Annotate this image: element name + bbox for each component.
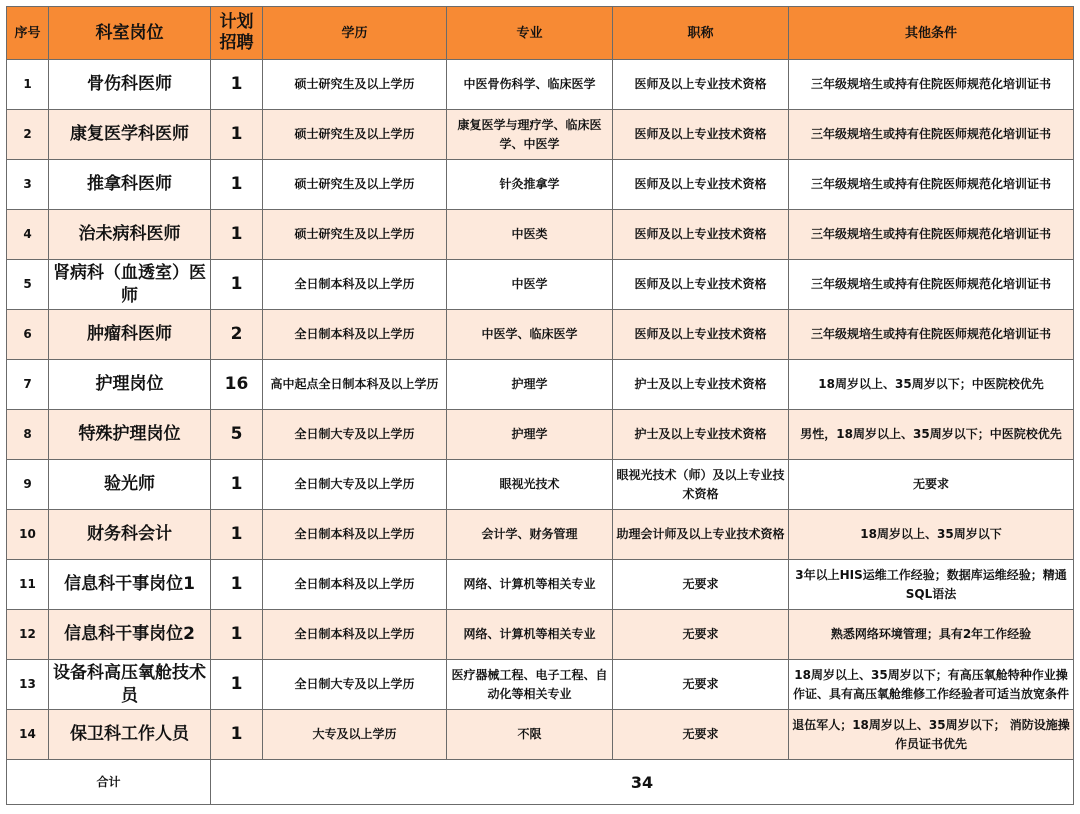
header-count: 计划招聘	[211, 7, 263, 60]
cell-post: 护理岗位	[49, 360, 211, 410]
table-row	[7, 210, 1074, 260]
recruitment-table-container	[6, 6, 1074, 805]
cell-seq: 14	[7, 710, 49, 760]
cell-education: 全日制本科及以上学历	[263, 510, 447, 560]
table-row	[7, 710, 1074, 760]
header-major: 专业	[447, 7, 613, 60]
header-row	[7, 7, 1074, 60]
cell-count: 5	[211, 410, 263, 460]
cell-seq: 8	[7, 410, 49, 460]
cell-other: 三年级规培生或持有住院医师规范化培训证书	[789, 260, 1074, 310]
recruitment-table	[6, 6, 1074, 805]
cell-count: 1	[211, 260, 263, 310]
cell-title: 医师及以上专业技术资格	[613, 310, 789, 360]
cell-education: 全日制大专及以上学历	[263, 660, 447, 710]
cell-major: 医疗器械工程、电子工程、自动化等相关专业	[447, 660, 613, 710]
total-row	[7, 760, 1074, 805]
cell-count: 1	[211, 510, 263, 560]
cell-title: 护士及以上专业技术资格	[613, 360, 789, 410]
cell-count: 1	[211, 60, 263, 110]
table-row	[7, 460, 1074, 510]
cell-major: 网络、计算机等相关专业	[447, 610, 613, 660]
cell-post: 推拿科医师	[49, 160, 211, 210]
cell-post: 肾病科（血透室）医师	[49, 260, 211, 310]
cell-major: 中医学	[447, 260, 613, 310]
table-row	[7, 310, 1074, 360]
cell-education: 全日制本科及以上学历	[263, 310, 447, 360]
table-row	[7, 260, 1074, 310]
cell-major: 康复医学与理疗学、临床医学、中医学	[447, 110, 613, 160]
cell-other: 三年级规培生或持有住院医师规范化培训证书	[789, 110, 1074, 160]
cell-other: 18周岁以上、35周岁以下	[789, 510, 1074, 560]
cell-title: 无要求	[613, 610, 789, 660]
cell-title: 医师及以上专业技术资格	[613, 210, 789, 260]
cell-education: 全日制本科及以上学历	[263, 610, 447, 660]
cell-seq: 2	[7, 110, 49, 160]
cell-title: 助理会计师及以上专业技术资格	[613, 510, 789, 560]
cell-post: 保卫科工作人员	[49, 710, 211, 760]
table-row	[7, 60, 1074, 110]
cell-other: 三年级规培生或持有住院医师规范化培训证书	[789, 210, 1074, 260]
header-post: 科室岗位	[49, 7, 211, 60]
cell-post: 骨伤科医师	[49, 60, 211, 110]
cell-seq: 13	[7, 660, 49, 710]
cell-seq: 4	[7, 210, 49, 260]
cell-major: 护理学	[447, 410, 613, 460]
table-row	[7, 660, 1074, 710]
cell-count: 1	[211, 160, 263, 210]
cell-major: 网络、计算机等相关专业	[447, 560, 613, 610]
cell-title: 无要求	[613, 560, 789, 610]
cell-count: 1	[211, 110, 263, 160]
cell-seq: 7	[7, 360, 49, 410]
cell-seq: 11	[7, 560, 49, 610]
cell-title: 护士及以上专业技术资格	[613, 410, 789, 460]
table-row	[7, 610, 1074, 660]
table-row	[7, 110, 1074, 160]
cell-education: 全日制大专及以上学历	[263, 460, 447, 510]
table-row	[7, 560, 1074, 610]
cell-post: 信息科干事岗位2	[49, 610, 211, 660]
table-row	[7, 410, 1074, 460]
cell-major: 护理学	[447, 360, 613, 410]
cell-other: 三年级规培生或持有住院医师规范化培训证书	[789, 310, 1074, 360]
cell-seq: 9	[7, 460, 49, 510]
cell-education: 高中起点全日制本科及以上学历	[263, 360, 447, 410]
cell-education: 硕士研究生及以上学历	[263, 210, 447, 260]
cell-title: 医师及以上专业技术资格	[613, 160, 789, 210]
cell-major: 会计学、财务管理	[447, 510, 613, 560]
cell-major: 中医骨伤科学、临床医学	[447, 60, 613, 110]
cell-seq: 5	[7, 260, 49, 310]
total-label: 合计	[7, 760, 211, 805]
cell-other: 三年级规培生或持有住院医师规范化培训证书	[789, 160, 1074, 210]
cell-title: 医师及以上专业技术资格	[613, 60, 789, 110]
cell-major: 不限	[447, 710, 613, 760]
cell-title: 无要求	[613, 710, 789, 760]
cell-post: 信息科干事岗位1	[49, 560, 211, 610]
cell-post: 验光师	[49, 460, 211, 510]
cell-other: 三年级规培生或持有住院医师规范化培训证书	[789, 60, 1074, 110]
cell-post: 康复医学科医师	[49, 110, 211, 160]
cell-other: 3年以上HIS运维工作经验；数据库运维经验；精通SQL语法	[789, 560, 1074, 610]
cell-other: 熟悉网络环境管理；具有2年工作经验	[789, 610, 1074, 660]
cell-other: 18周岁以上、35周岁以下；中医院校优先	[789, 360, 1074, 410]
header-title: 职称	[613, 7, 789, 60]
cell-education: 硕士研究生及以上学历	[263, 60, 447, 110]
cell-count: 1	[211, 210, 263, 260]
cell-count: 2	[211, 310, 263, 360]
header-other: 其他条件	[789, 7, 1074, 60]
cell-post: 特殊护理岗位	[49, 410, 211, 460]
table-body	[7, 60, 1074, 805]
cell-education: 大专及以上学历	[263, 710, 447, 760]
header-seq: 序号	[7, 7, 49, 60]
cell-major: 中医学、临床医学	[447, 310, 613, 360]
cell-other: 无要求	[789, 460, 1074, 510]
cell-count: 1	[211, 460, 263, 510]
cell-count: 16	[211, 360, 263, 410]
cell-seq: 3	[7, 160, 49, 210]
cell-title: 医师及以上专业技术资格	[613, 110, 789, 160]
cell-post: 财务科会计	[49, 510, 211, 560]
cell-count: 1	[211, 560, 263, 610]
cell-count: 1	[211, 660, 263, 710]
cell-other: 18周岁以上、35周岁以下；有高压氧舱特种作业操作证、具有高压氧舱维修工作经验者可适当放宽条件	[789, 660, 1074, 710]
cell-seq: 6	[7, 310, 49, 360]
cell-post: 治未病科医师	[49, 210, 211, 260]
cell-education: 全日制本科及以上学历	[263, 260, 447, 310]
cell-seq: 1	[7, 60, 49, 110]
header-education: 学历	[263, 7, 447, 60]
table-row	[7, 160, 1074, 210]
cell-count: 1	[211, 710, 263, 760]
table-row	[7, 360, 1074, 410]
cell-major: 针灸推拿学	[447, 160, 613, 210]
cell-count: 1	[211, 610, 263, 660]
cell-other: 退伍军人；18周岁以上、35周岁以下； 消防设施操作员证书优先	[789, 710, 1074, 760]
total-value: 34	[211, 760, 1074, 805]
cell-major: 眼视光技术	[447, 460, 613, 510]
cell-education: 硕士研究生及以上学历	[263, 160, 447, 210]
cell-other: 男性，18周岁以上、35周岁以下；中医院校优先	[789, 410, 1074, 460]
cell-major: 中医类	[447, 210, 613, 260]
cell-title: 眼视光技术（师）及以上专业技术资格	[613, 460, 789, 510]
table-row	[7, 510, 1074, 560]
cell-post: 设备科高压氧舱技术员	[49, 660, 211, 710]
cell-post: 肿瘤科医师	[49, 310, 211, 360]
cell-education: 全日制本科及以上学历	[263, 560, 447, 610]
cell-education: 全日制大专及以上学历	[263, 410, 447, 460]
cell-education: 硕士研究生及以上学历	[263, 110, 447, 160]
cell-title: 无要求	[613, 660, 789, 710]
cell-seq: 12	[7, 610, 49, 660]
cell-title: 医师及以上专业技术资格	[613, 260, 789, 310]
cell-seq: 10	[7, 510, 49, 560]
